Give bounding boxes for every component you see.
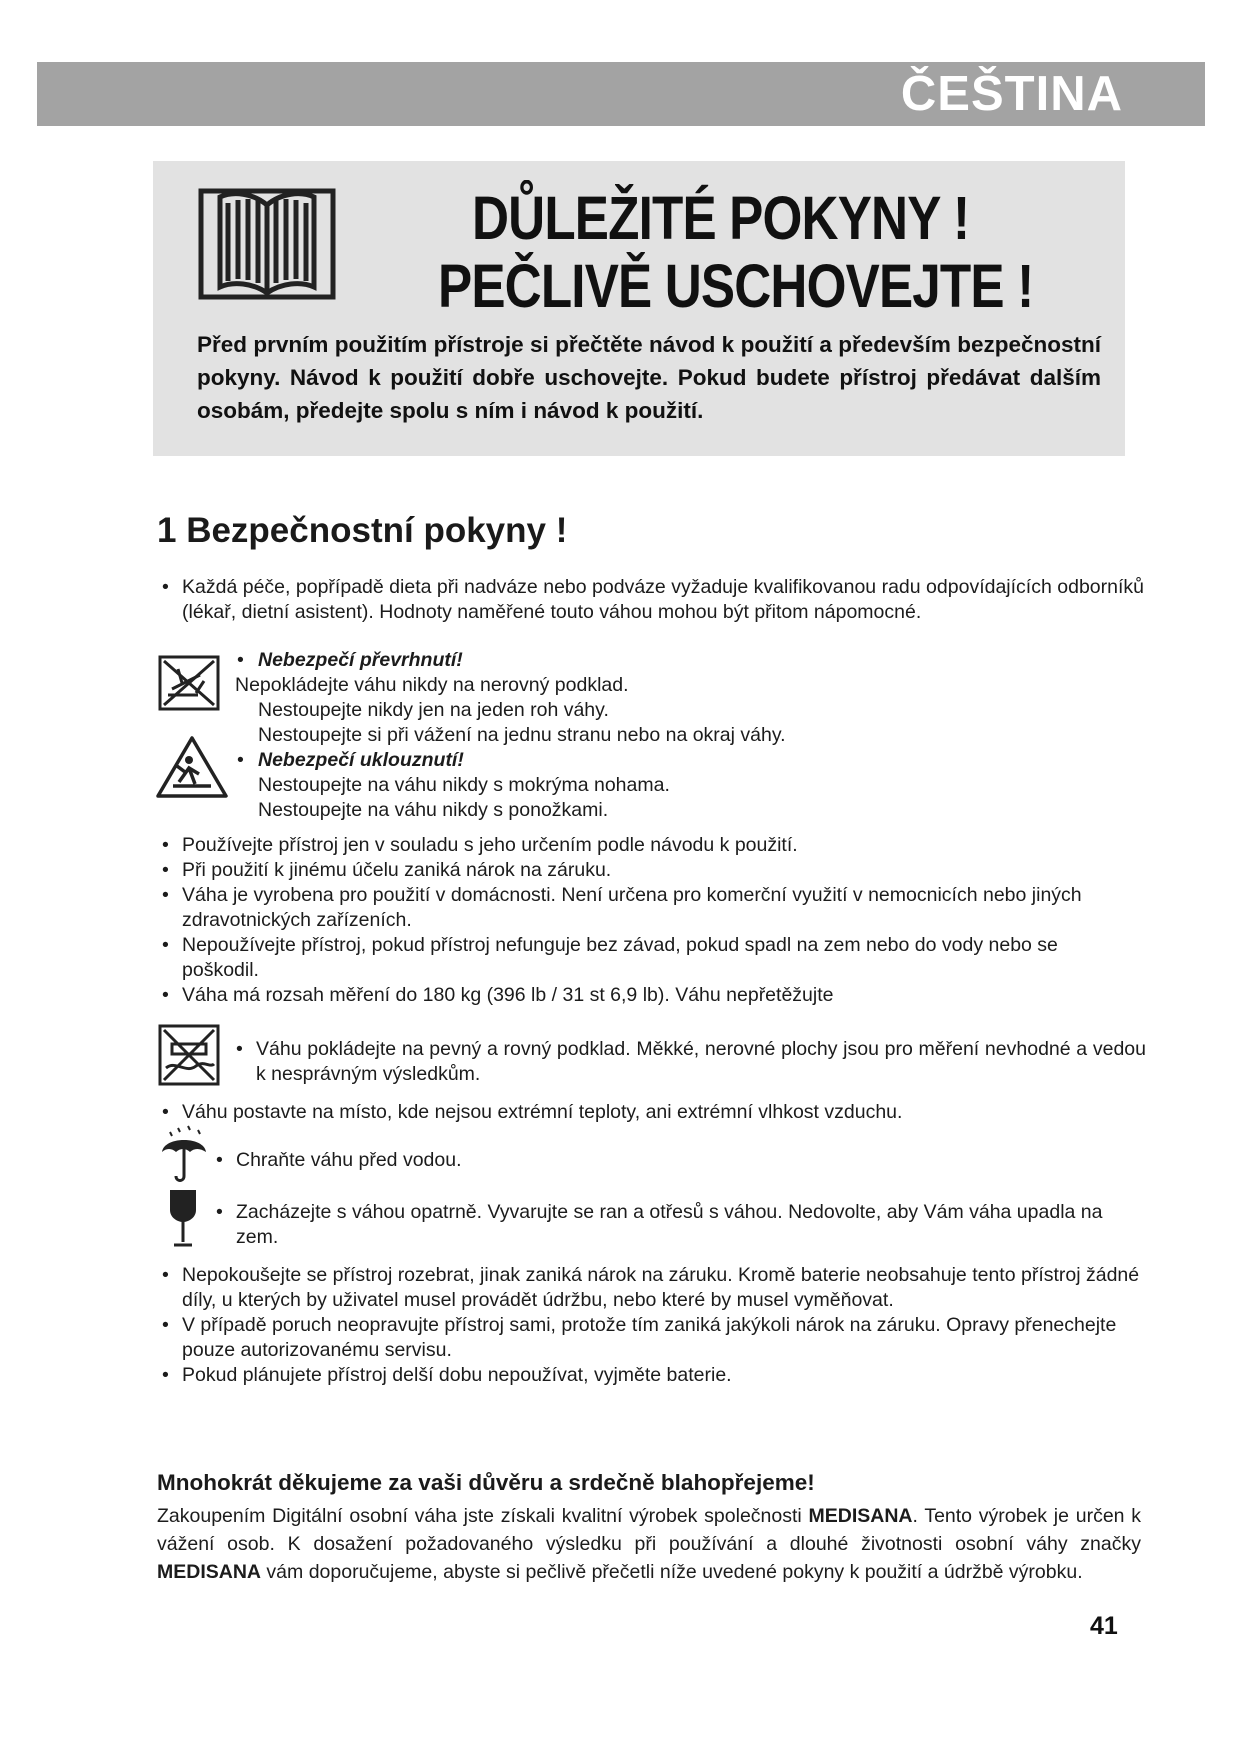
slip-danger-title: Nebezpečí uklouznutí!: [258, 749, 464, 771]
section-heading: 1 Bezpečnostní pokyny !: [157, 511, 568, 550]
page-number: 41: [1090, 1612, 1118, 1640]
water-bullet: • Chraňte váhu před vodou.: [236, 1148, 462, 1173]
uneven-surface-icon: [158, 1024, 220, 1086]
umbrella-icon: [158, 1124, 210, 1186]
thanks-text-1: Zakoupením Digitální osobní váha jste získali kvalitní výrobek společnosti: [157, 1505, 809, 1527]
language-label: ČEŠTINA: [900, 67, 1123, 121]
bullet-disassembly: • Nepokoušejte se přístroj rozebrat, jinak zaniká nárok na záruku. Kromě baterie neobsahuje tento přístroj žádné díly, u kterých by uživatel musel provádět údržbu, nebo které by musel vyměňovat.: [182, 1263, 1147, 1313]
thanks-text-2: . Tento výrobek je určen k vážení osob. K dosažení požadovaného výsledku při používání a dlouhé životnosti osobní váhy značky: [157, 1505, 1142, 1555]
slip-danger-title-row: [237, 748, 464, 773]
bullet-household-use: • Váha je vyrobena pro použití v domácnosti. Není určena pro komerční využití v nemocnicích nebo jiných zdravotnických zařízeních.: [182, 883, 1112, 933]
notice-title-line1: DŮLEŽITÉ POKYNY !: [472, 184, 970, 252]
bullet-warranty: • Při použití k jinému účelu zaniká nárok na záruku.: [182, 858, 1132, 883]
thanks-heading: Mnohokrát děkujeme za vaši důvěru a srdečně blahopřejeme!: [157, 1470, 815, 1495]
surface-bullet: • Váhu pokládejte na pevný a rovný podklad. Měkké, nerovné plochy jsou pro měření nevhodné a vedou k nesprávným výsledkům.: [256, 1037, 1146, 1087]
tip-danger-line-1: Nepokládejte váhu nikdy na nerovný podklad.: [235, 674, 629, 696]
bullet-batteries: • Pokud plánujete přístroj delší dobu nepoužívat, vyjměte baterie.: [182, 1363, 1132, 1388]
tip-danger-line-3: Nestoupejte si při vážení na jednu stranu nebo na okraj váhy.: [258, 724, 786, 746]
slip-danger-line-1: Nestoupejte na váhu nikdy s mokrýma nohama.: [258, 774, 670, 796]
slip-warning-icon: [155, 734, 229, 800]
bullet-dot: •: [237, 749, 244, 771]
bullet-intended-use: • Používejte přístroj jen v souladu s jeho určením podle návodu k použití.: [182, 833, 1132, 858]
brand-name: MEDISANA: [808, 1505, 913, 1527]
open-book-icon: [198, 183, 336, 301]
care-bullet: • Každá péče, popřípadě dieta při nadváze nebo podváze vyžaduje kvalifikovanou radu odpovídajících odborníků (lékař, dietní asistent). Hodnoty naměřené touto váhou mohou být přitom nápomocné.: [182, 575, 1144, 625]
bullet-repairs: • V případě poruch neopravujte přístroj sami, protože tím zaniká jakýkoli nárok na záruku. Opravy přenechejte pouze autorizovanému servisu.: [182, 1313, 1132, 1363]
notice-intro-text: Před prvním použitím přístroje si přečtěte návod k použití a především bezpečnostní pokyny. Návod k použití dobře uschovejte. Pokud budete přístroj předávat dalším osobám, předejte spolu s ním i návod k použití.: [197, 332, 1101, 423]
temperature-bullet: • Váhu postavte na místo, kde nejsou extrémní teploty, ani extrémní vlhkost vzduchu.: [182, 1100, 1132, 1125]
fragile-bullet: • Zacházejte s váhou opatrně. Vyvarujte se ran a otřesů s váhou. Nedovolte, aby Vám váha upadla na zem.: [236, 1200, 1126, 1250]
important-notice-box: [153, 161, 1125, 456]
tip-danger-line-2: Nestoupejte nikdy jen na jeden roh váhy.: [258, 699, 609, 721]
bullet-capacity: • Váha má rozsah měření do 180 kg (396 lb / 31 st 6,9 lb). Váhu nepřetěžujte: [182, 983, 1132, 1008]
tip-over-warning-icon: [158, 655, 220, 711]
brand-name: MEDISANA: [157, 1561, 262, 1583]
thanks-text-3: vám doporučujeme, abyste si pečlivě přečetli níže uvedené pokyny k použití a údržbě výrobku.: [261, 1561, 1083, 1583]
tip-danger-title-row: [237, 648, 463, 673]
tip-danger-title: Nebezpečí převrhnutí!: [258, 649, 463, 671]
notice-title-line2: PEČLIVĚ USCHOVEJTE !: [438, 252, 1034, 320]
bullet-damaged-device: • Nepoužívejte přístroj, pokud přístroj nefunguje bez závad, pokud spadl na zem nebo do vody nebo se poškodil.: [182, 933, 1112, 983]
fragile-glass-icon: [166, 1188, 200, 1248]
language-bar: [37, 62, 1205, 126]
bullet-dot: •: [237, 649, 244, 671]
slip-danger-line-2: Nestoupejte na váhu nikdy s ponožkami.: [258, 799, 609, 821]
thanks-paragraph: [157, 1502, 1141, 1586]
